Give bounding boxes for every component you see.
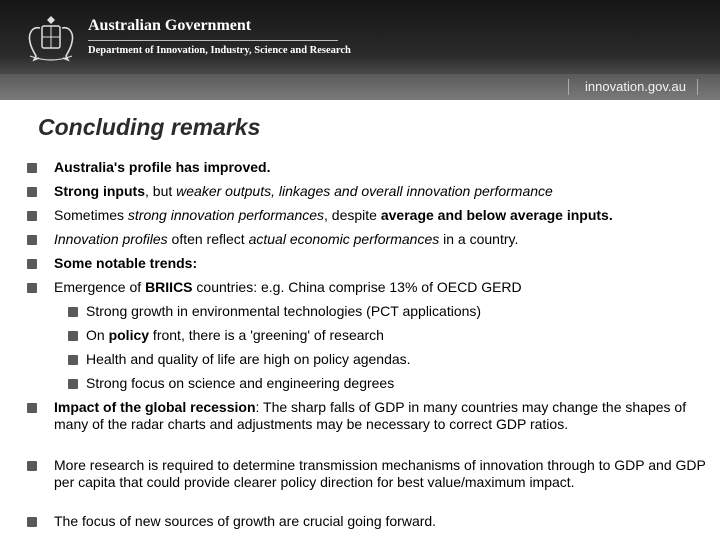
text-run: Health and quality of life are high on policy agendas. [86,351,411,367]
bullet-item [54,207,714,224]
header-divider [88,40,338,41]
bullet-item [54,399,714,433]
text-run: front, there is a 'greening' of research [149,327,384,343]
website-link[interactable]: innovation.gov.au [585,79,686,94]
text-run: Sometimes [54,207,128,223]
text-run: actual economic performances [248,231,440,247]
text-run: : The sharp falls of GDP in many countries may change the shapes of many of the radar charts and adjustments may be necessary to correct GDP ratios. [54,399,687,432]
text-run: Some notable trends: [54,255,198,271]
bullet-icon [27,187,37,197]
bullet-icon [27,403,37,413]
text-run: , but [145,183,177,199]
bullet-icon [68,355,78,365]
text-run: BRIICS [145,279,193,295]
text-run: strong innovation performances [127,207,325,223]
department-name: Department of Innovation, Industry, Science and Research [88,45,351,56]
text-run: policy [108,327,150,343]
bullet-item [54,255,714,272]
sub-bullet-item [86,375,696,392]
sub-bullet-item [86,327,696,344]
bullet-icon [68,331,78,341]
text-run: average and below average inputs. [380,207,613,223]
bullet-icon [27,235,37,245]
text-run: Impact of the global recession [54,399,256,415]
text-run: Strong growth in environmental technologies (PCT applications) [86,303,482,319]
text-run: The focus of new sources of growth are crucial going forward. [54,513,437,529]
text-run: often reflect [167,231,249,247]
bullet-item [54,159,714,176]
bullet-icon [68,379,78,389]
bullet-icon [27,517,37,527]
commonwealth-coat-of-arms-icon [22,12,80,64]
bullet-icon [27,211,37,221]
text-run: Innovation profiles [54,231,168,247]
bullet-icon [27,163,37,173]
text-run: More research is required to determine transmission mechanisms of innovation through to GDP and GDP per capita that could provide clearer policy direction for best value/maximum impact. [54,457,706,490]
bullet-icon [27,259,37,269]
separator [568,79,569,95]
text-run: Strong focus on science and engineering degrees [86,375,395,391]
bullet-item [54,231,714,248]
text-run: countries: e.g. China comprise 13% of OECD GERD [192,279,522,295]
text-run: weaker outputs, linkages and overall innovation performance [176,183,553,199]
slide-title: Concluding remarks [38,114,261,140]
text-run: Emergence of [54,279,146,295]
bullet-item [54,183,714,200]
sub-bullet-item [86,303,696,320]
separator [697,79,698,95]
text-run: Australia's profile has improved. [54,159,271,175]
bullet-icon [68,307,78,317]
bullet-icon [27,283,37,293]
bullet-item [54,513,714,530]
bullet-item [54,279,714,296]
text-run: Strong inputs [54,183,145,199]
bullet-icon [27,461,37,471]
text-run: in a country. [439,231,519,247]
government-name: Australian Government [88,17,252,34]
text-run: On [86,327,109,343]
sub-bullet-item [86,351,696,368]
text-run: , despite [324,207,381,223]
bullet-item [54,457,714,491]
